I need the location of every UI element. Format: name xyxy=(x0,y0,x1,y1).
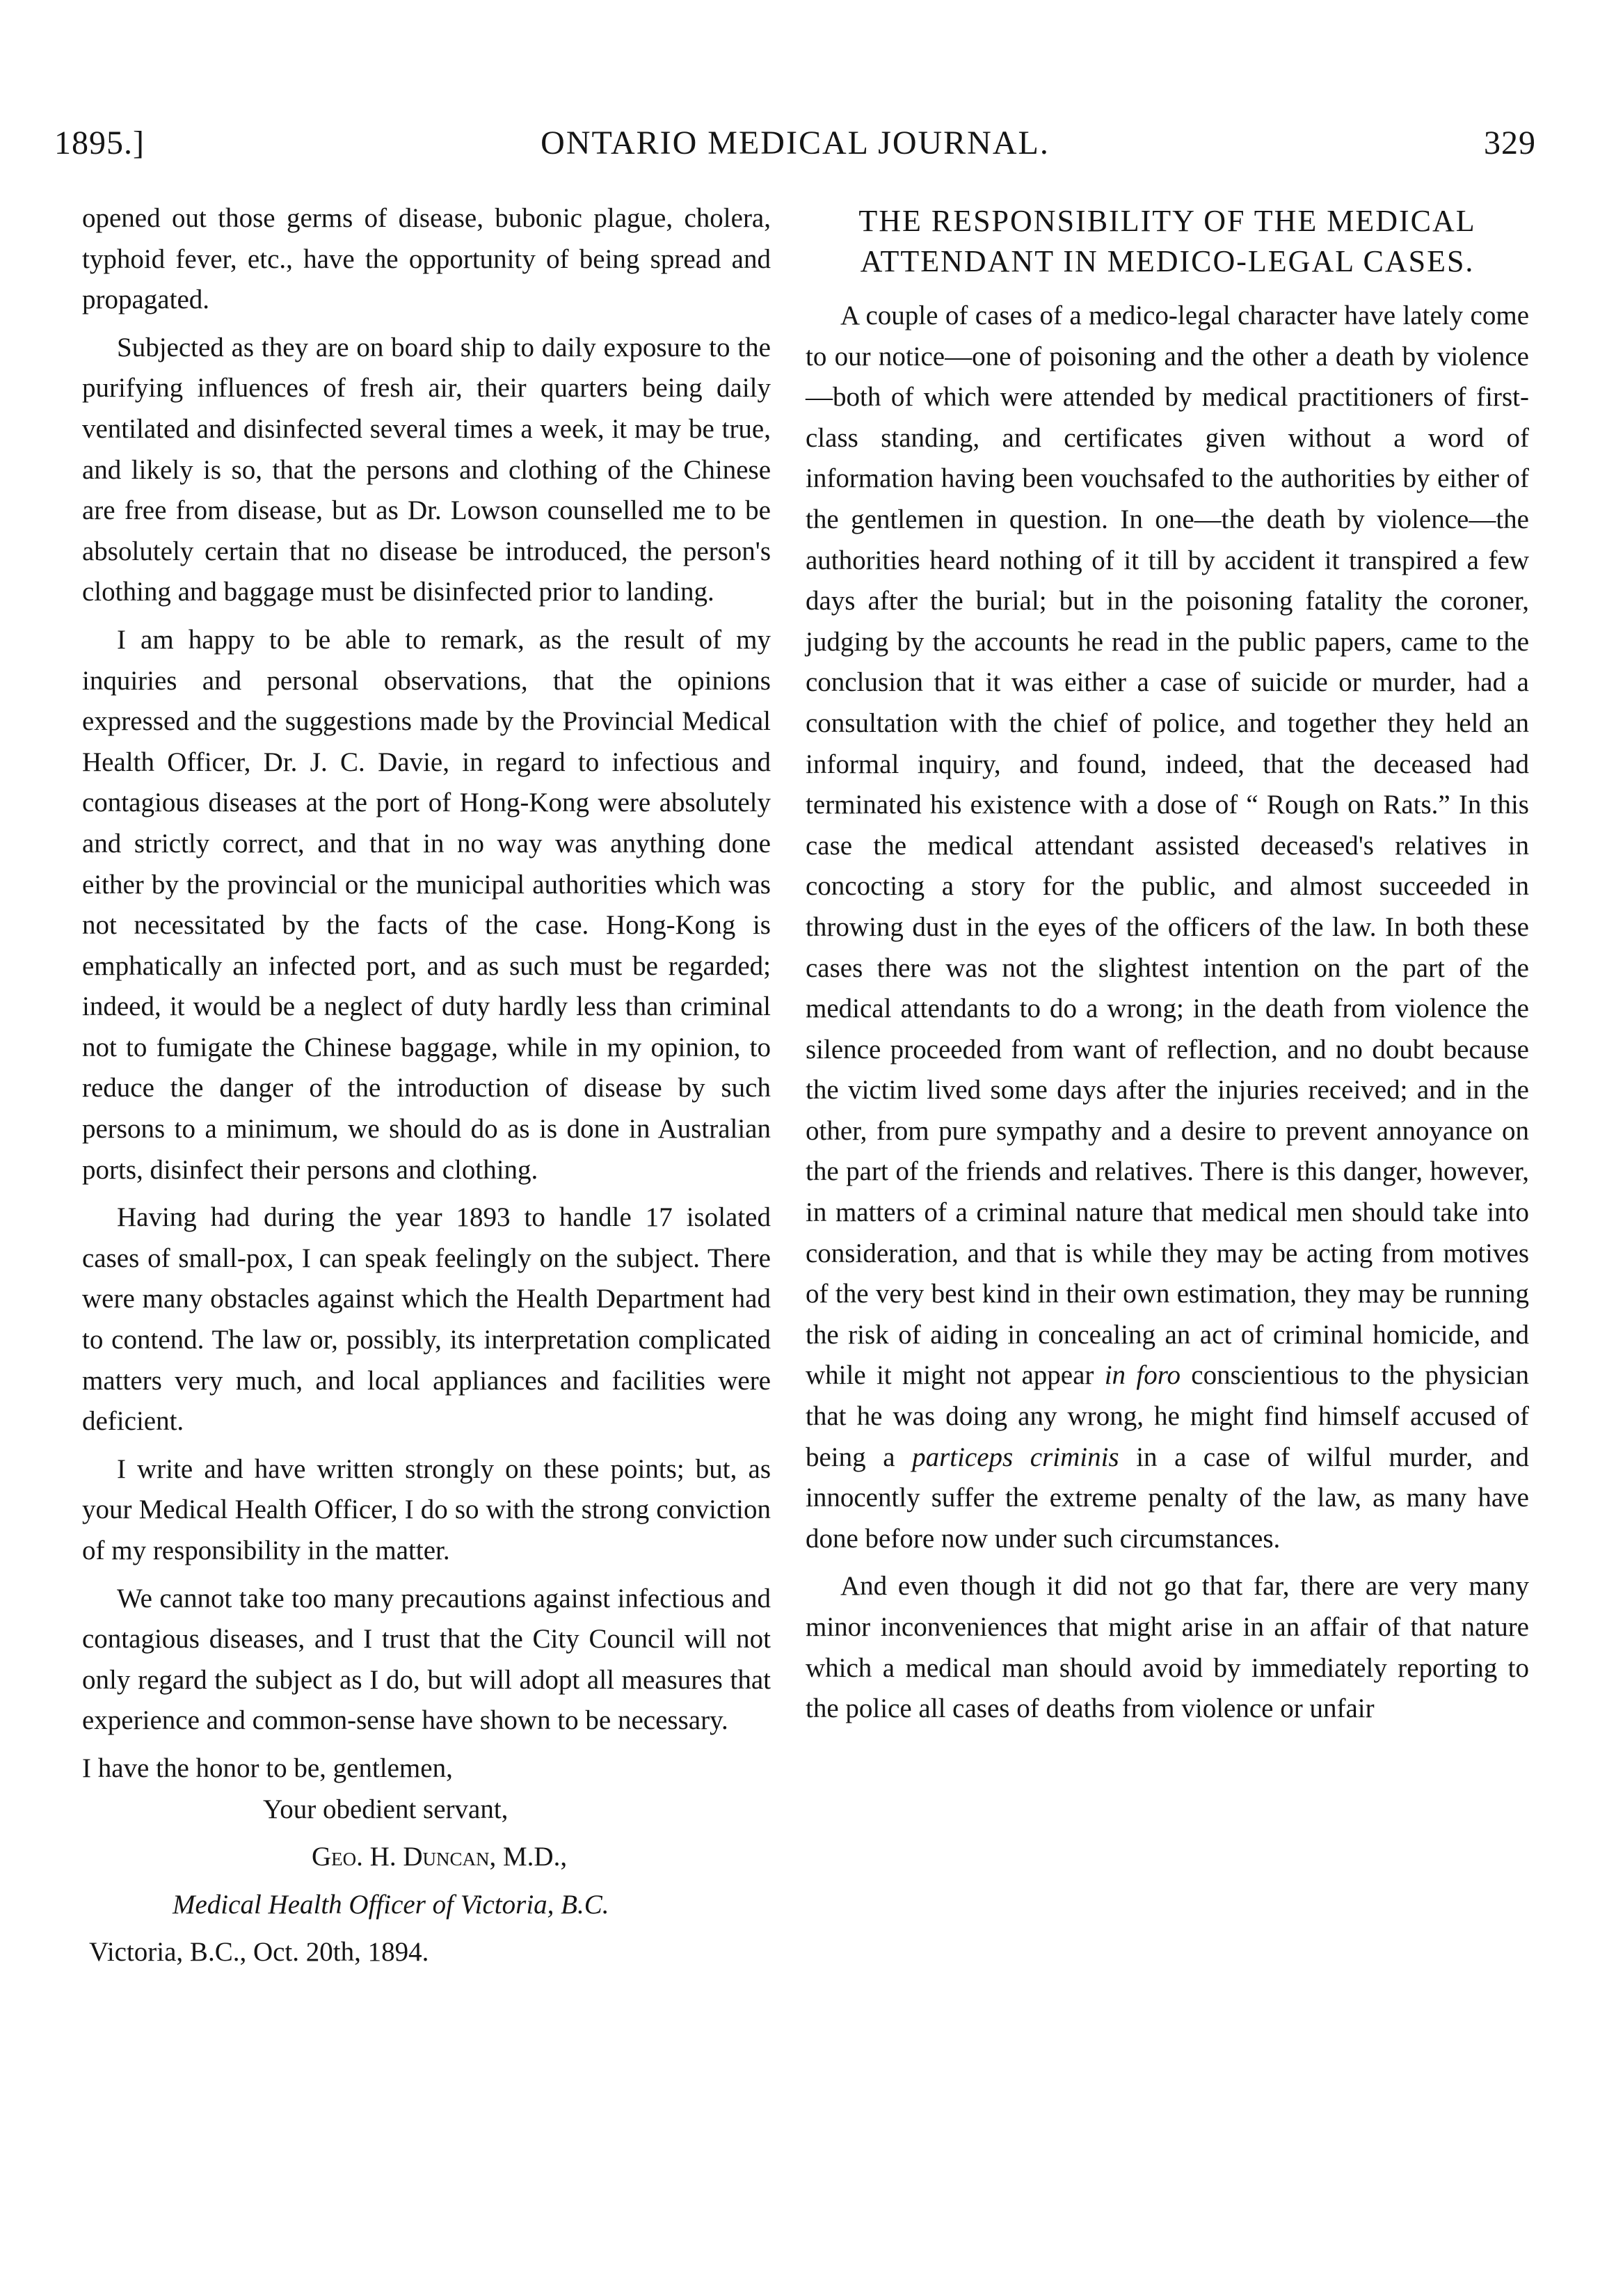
latin-phrase: in foro xyxy=(1104,1360,1181,1391)
paragraph-text: in a case of wilful murder, and innocently suffer the extreme penalty of the law, as many have done before now under such circumstances. xyxy=(806,1442,1530,1554)
signature-name: Geo. H. Duncan, M.D., xyxy=(312,1842,568,1872)
paragraph: Subjected as they are on board ship to daily exposure to the purifying influences of fresh air, their quarters being daily ventilated and disinfected several times a week, it may be true, and likely is so, that the persons and clothing of the Chinese are free from disease, but as Dr. Lowson counselled me to be absolutely certain that no disease be introduced, the person's clothing and baggage must be disinfected prior to landing. xyxy=(82,332,771,607)
header-year: 1895.] xyxy=(54,125,145,161)
paragraph: We cannot take too many precautions against infectious and contagious diseases, and I trust that the City Council will not only regard the subject as I do, but will adopt all measures that experience and common-sense have shown to be necessary. xyxy=(82,1583,771,1736)
paragraph: opened out those germs of disease, bubonic plague, cholera, typhoid fever, etc., have the opportunity of being spread and propagated. xyxy=(82,203,771,315)
left-column xyxy=(82,198,771,1980)
signature-date: Victoria, B.C., Oct. 20th, 1894. xyxy=(89,1937,429,1968)
paragraph-text: A couple of cases of a medico-legal character have lately come to our notice—one of poisoning and the other a death by violence—both of which were attended by medical practitioners of first-class standing, and certificates given without a word of information having been vouchsafed to the authorities by either of the gentlemen in question. In one—the death by violence—the authorities heard nothing of it till by accident it transpired a few days after the burial; but in the poisoning fatality the coroner, judging by the accounts he read in the public papers, came to the conclusion that it was either a case of suicide or murder, had a consultation with the chief of police, and together they held an informal inquiry, and found, indeed, that the deceased had terminated his existence with a dose of “ Rough on Rats.” In this case the medical attendant assisted deceased's relatives in concocting a story for the public, and almost succeeded in throwing dust in the eyes of the officers of the law. In both these cases there was not the slightest intention on the part of the medical attendants to do a wrong; in the death from violence the silence proceeded from want of reflection, and no doubt because the victim lived some days after the injuries received; and in the other, from pure sympathy and a desire to prevent annoyance on the part of the friends and relatives. There is this danger, however, in matters of a criminal nature that medical men should take into consideration, and that is while they may be acting from motives of the very best kind in their own estimation, they may be running the risk of aiding in concealing an act of criminal homicide, and while it might not appear xyxy=(806,301,1529,1391)
paragraph xyxy=(806,296,1529,1559)
article-title: THE RESPONSIBILITY OF THE MEDICAL ATTENDANT IN MEDICO-LEGAL CASES. xyxy=(858,204,1476,278)
paragraph: And even though it did not go that far, there are very many minor inconveniences that might arise in an affair of that nature which a medical man should avoid by immediately reporting to the police all cases of deaths from violence or unfair xyxy=(806,1571,1529,1724)
right-column xyxy=(806,198,1529,1737)
paragraph: Having had during the year 1893 to handle 17 isolated cases of small-pox, I can speak feelingly on the subject. There were many obstacles against which the Health Department had to contend. The law or, possibly, its interpretation complicated matters very much, and local appliances and facilities were deficient. xyxy=(82,1202,771,1437)
paragraph: I am happy to be able to remark, as the result of my inquiries and personal observations, that the opinions expressed and the suggestions made by the Provincial Medical Health Officer, Dr. J. C. Davie, in regard to infectious and contagious diseases at the port of Hong-Kong were absolutely and strictly correct, and that in no way was anything done either by the provincial or the municipal authorities which was not necessitated by the facts of the case. Hong-Kong is emphatically an infected port, and as such must be regarded; indeed, it would be a neglect of duty hardly less than criminal not to fumigate the Chinese baggage, while in my opinion, to reduce the danger of the introduction of disease by such persons to a minimum, we should do as is done in Australian ports, disinfect their persons and clothing. xyxy=(82,624,771,1185)
paragraph-text: conscientious to the physician that he was doing any wrong, he might find himself accused of being a xyxy=(806,1360,1530,1472)
journal-title: ONTARIO MEDICAL JOURNAL. xyxy=(541,125,1050,161)
closing: Your obedient servant, xyxy=(263,1794,509,1824)
latin-phrase: particeps criminis xyxy=(912,1442,1119,1472)
salutation: I have the honor to be, gentlemen, xyxy=(82,1753,453,1783)
signature-title: Medical Health Officer of Victoria, B.C. xyxy=(173,1889,609,1920)
page-number: 329 xyxy=(1484,125,1536,161)
paragraph: I write and have written strongly on these points; but, as your Medical Health Officer, I do so with the strong conviction of my responsibility in the matter. xyxy=(82,1453,771,1565)
page-header xyxy=(54,124,1536,166)
